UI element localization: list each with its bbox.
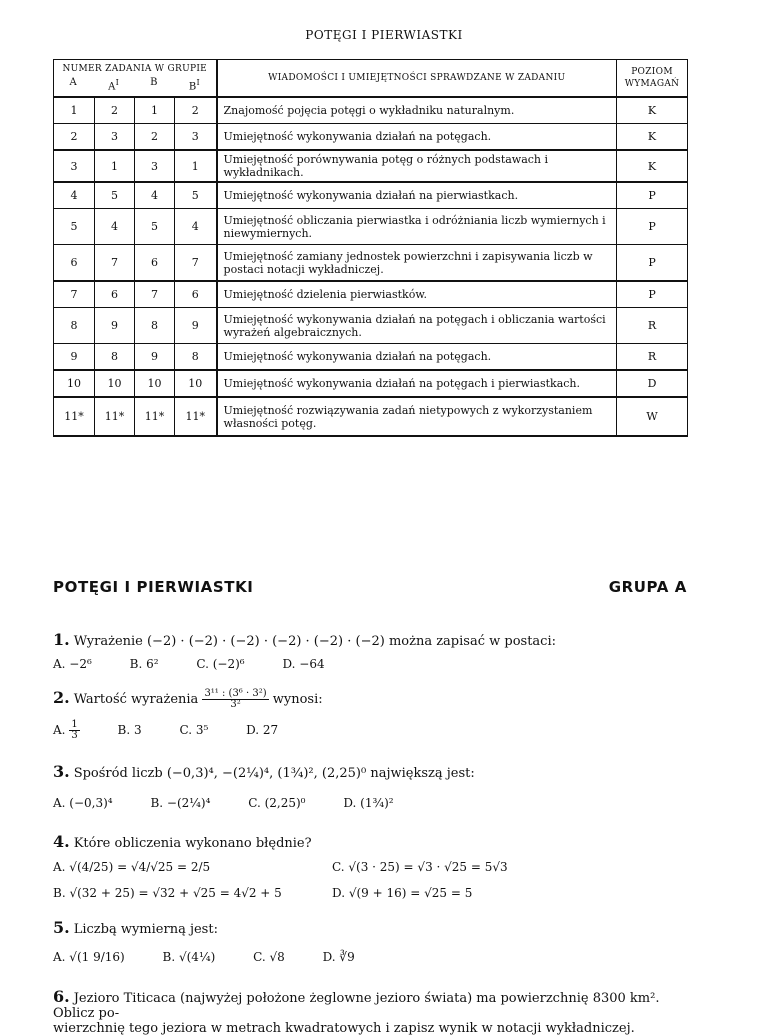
cell-a: 4 xyxy=(54,182,95,209)
header-col-a1: $A^I$ xyxy=(108,78,120,93)
question-5-options xyxy=(53,950,389,964)
cell-description: Umiejętność wykonywania działań na potęgach. xyxy=(217,124,617,151)
option-b: B. 6² xyxy=(129,657,159,671)
cell-a1: 5 xyxy=(95,182,135,209)
cell-description: Umiejętność wykonywania działań na potęgach. xyxy=(217,344,617,371)
question-text: Spośród liczb (−0,3)⁴, −(2¼)⁴, (1¾)², (2,25)⁰ największą jest: xyxy=(73,766,475,781)
cell-b1: 10 xyxy=(175,370,217,397)
cell-level: K xyxy=(617,150,688,182)
task-number-header xyxy=(54,60,217,98)
option-b: B. 3 xyxy=(117,723,142,737)
question-number: 3. xyxy=(53,762,70,781)
table-row xyxy=(54,150,688,182)
document-title: POTĘGI I PIERWIASTKI xyxy=(305,28,463,42)
option-c: C. √(3 · 25) = √3 · √25 = 5√3 xyxy=(332,860,508,874)
cell-a: 2 xyxy=(54,124,95,151)
cell-description: Umiejętność obliczania pierwiastka i odróżniania liczb wymiernych i niewymiernych. xyxy=(217,209,617,245)
table-row xyxy=(54,209,688,245)
cell-b: 9 xyxy=(135,344,175,371)
option-c: C. (2,25)⁰ xyxy=(248,796,306,810)
cell-description: Znajomość pojęcia potęgi o wykładniku naturalnym. xyxy=(217,97,617,124)
cell-description: Umiejętność wykonywania działań na potęgach i obliczania wartości wyrażeń algebraicznych. xyxy=(217,308,617,344)
table-row xyxy=(54,97,688,124)
question-text: Wyrażenie (−2) · (−2) · (−2) · (−2) · (−2) · (−2) można zapisać w postaci: xyxy=(73,634,556,649)
cell-level: P xyxy=(617,182,688,209)
cell-a1: 9 xyxy=(95,308,135,344)
table-row xyxy=(54,308,688,344)
cell-b: 10 xyxy=(135,370,175,397)
question-text-line-1: Jezioro Titicaca (najwyżej położone żeglowne jezioro świata) ma powierzchnię 8300 km². Oblicz po- xyxy=(53,991,660,1021)
cell-a1: 3 xyxy=(95,124,135,151)
cell-b1: 11* xyxy=(175,397,217,436)
cell-b: 8 xyxy=(135,308,175,344)
cell-b1: 9 xyxy=(175,308,217,344)
table-row xyxy=(54,370,688,397)
question-number: 5. xyxy=(53,918,70,937)
table-row xyxy=(54,124,688,151)
cell-b1: 1 xyxy=(175,150,217,182)
cell-a: 11* xyxy=(54,397,95,436)
question-text: Liczbą wymierną jest: xyxy=(73,922,218,937)
option-d: D. (1¾)² xyxy=(343,796,394,810)
question-text: Które obliczenia wykonano błędnie? xyxy=(73,836,312,851)
cell-a: 1 xyxy=(54,97,95,124)
option-a: A. $\frac{1}{3}$ xyxy=(53,719,78,741)
question-text-line-2: wierzchnię tego jeziora w metrach kwadratowych i zapisz wynik w notacji wykładniczej. xyxy=(53,1021,635,1036)
option-c: C. 3⁵ xyxy=(179,723,209,737)
question-number: 1. xyxy=(53,630,70,649)
question-text-post: wynosi: xyxy=(272,692,323,707)
header-group-label: NUMER ZADANIA W GRUPIE xyxy=(62,64,208,74)
cell-level: R xyxy=(617,308,688,344)
cell-a1: 11* xyxy=(95,397,135,436)
option-b: B. −(2¼)⁴ xyxy=(150,796,211,810)
cell-description: Umiejętność wykonywania działań na potęgach i pierwiastkach. xyxy=(217,370,617,397)
cell-description: Umiejętność zamiany jednostek powierzchni i zapisywania liczb w postaci notacji wykładniczej. xyxy=(217,245,617,282)
cell-level: P xyxy=(617,245,688,282)
cell-level: K xyxy=(617,124,688,151)
option-a: A. (−0,3)⁴ xyxy=(53,796,113,810)
option-c: C. √8 xyxy=(253,950,285,964)
section-header xyxy=(53,578,687,598)
option-d: D. √(9 + 16) = √25 = 5 xyxy=(332,886,473,900)
option-a: A. √(1 9/16) xyxy=(53,950,125,964)
question-5 xyxy=(53,918,693,937)
question-6 xyxy=(53,987,687,1036)
cell-a1: 8 xyxy=(95,344,135,371)
question-3-options xyxy=(53,796,428,810)
group-label: GRUPA A xyxy=(608,578,687,596)
question-3 xyxy=(53,762,693,781)
header-col-b1: $B^I$ xyxy=(188,78,200,93)
header-col-a: A xyxy=(69,77,78,88)
cell-description: Umiejętność porównywania potęg o różnych podstawach i wykładnikach. xyxy=(217,150,617,182)
question-2-options xyxy=(53,720,312,741)
cell-b: 6 xyxy=(135,245,175,282)
cell-a1: 1 xyxy=(95,150,135,182)
table-row xyxy=(54,344,688,371)
cell-a: 9 xyxy=(54,344,95,371)
cell-a1: 4 xyxy=(95,209,135,245)
cell-b1: 4 xyxy=(175,209,217,245)
table-row xyxy=(54,182,688,209)
option-a: A. −2⁶ xyxy=(53,657,92,671)
table-body xyxy=(54,97,688,436)
cell-a1: 2 xyxy=(95,97,135,124)
cell-b: 4 xyxy=(135,182,175,209)
cell-level: R xyxy=(617,344,688,371)
table-row xyxy=(54,397,688,436)
table-row xyxy=(54,281,688,308)
question-1-options xyxy=(53,657,359,671)
cell-b1: 6 xyxy=(175,281,217,308)
question-4-options-row-1 xyxy=(53,860,693,874)
cell-b: 1 xyxy=(135,97,175,124)
cell-a: 10 xyxy=(54,370,95,397)
cell-b1: 5 xyxy=(175,182,217,209)
cell-a: 7 xyxy=(54,281,95,308)
cell-a1: 10 xyxy=(95,370,135,397)
table-header-row xyxy=(54,60,688,98)
cell-level: K xyxy=(617,97,688,124)
expression-fraction: $\frac{\text{3¹¹ : (3⁶ · 3²)}}{\text{3²}}$ xyxy=(204,688,267,710)
cell-level: P xyxy=(617,209,688,245)
cell-b: 5 xyxy=(135,209,175,245)
option-b: B. √(32 + 25) = √32 + √25 = 4√2 + 5 xyxy=(53,886,282,900)
cell-a1: 7 xyxy=(95,245,135,282)
cell-a: 6 xyxy=(54,245,95,282)
question-4 xyxy=(53,832,693,851)
cell-b: 11* xyxy=(135,397,175,436)
option-d: D. ∛9 xyxy=(322,950,355,964)
question-1 xyxy=(53,630,693,649)
question-number: 6. xyxy=(53,987,70,1006)
cell-b: 7 xyxy=(135,281,175,308)
cell-a: 8 xyxy=(54,308,95,344)
cell-level: P xyxy=(617,281,688,308)
requirements-table xyxy=(53,59,688,437)
cell-a: 5 xyxy=(54,209,95,245)
cell-description: Umiejętność wykonywania działań na pierwiastkach. xyxy=(217,182,617,209)
cell-b1: 3 xyxy=(175,124,217,151)
option-a: A. √(4/25) = √4/√25 = 2/5 xyxy=(53,860,211,874)
cell-b1: 8 xyxy=(175,344,217,371)
cell-a1: 6 xyxy=(95,281,135,308)
option-c: C. (−2)⁶ xyxy=(196,657,245,671)
table-row xyxy=(54,245,688,282)
cell-description: Umiejętność rozwiązywania zadań nietypowych z wykorzystaniem własności potęg. xyxy=(217,397,617,436)
cell-a: 3 xyxy=(54,150,95,182)
question-2 xyxy=(53,688,693,710)
question-4-options-row-2 xyxy=(53,886,693,900)
option-d: D. 27 xyxy=(246,723,279,737)
cell-b1: 7 xyxy=(175,245,217,282)
section-title: POTĘGI I PIERWIASTKI xyxy=(53,578,254,596)
cell-level: D xyxy=(617,370,688,397)
cell-b1: 2 xyxy=(175,97,217,124)
header-col-b: B xyxy=(150,77,158,88)
cell-b: 3 xyxy=(135,150,175,182)
option-b: B. √(4¼) xyxy=(162,950,216,964)
question-number: 2. xyxy=(53,688,70,707)
question-text-pre: Wartość wyrażenia xyxy=(73,692,199,707)
question-number: 4. xyxy=(53,832,70,851)
cell-level: W xyxy=(617,397,688,436)
header-level: POZIOM WYMAGAŃ xyxy=(617,60,688,98)
cell-description: Umiejętność dzielenia pierwiastków. xyxy=(217,281,617,308)
cell-b: 2 xyxy=(135,124,175,151)
option-d: D. −64 xyxy=(282,657,325,671)
header-description: WIADOMOŚCI I UMIEJĘTNOŚCI SPRAWDZANE W ZADANIU xyxy=(217,60,617,98)
